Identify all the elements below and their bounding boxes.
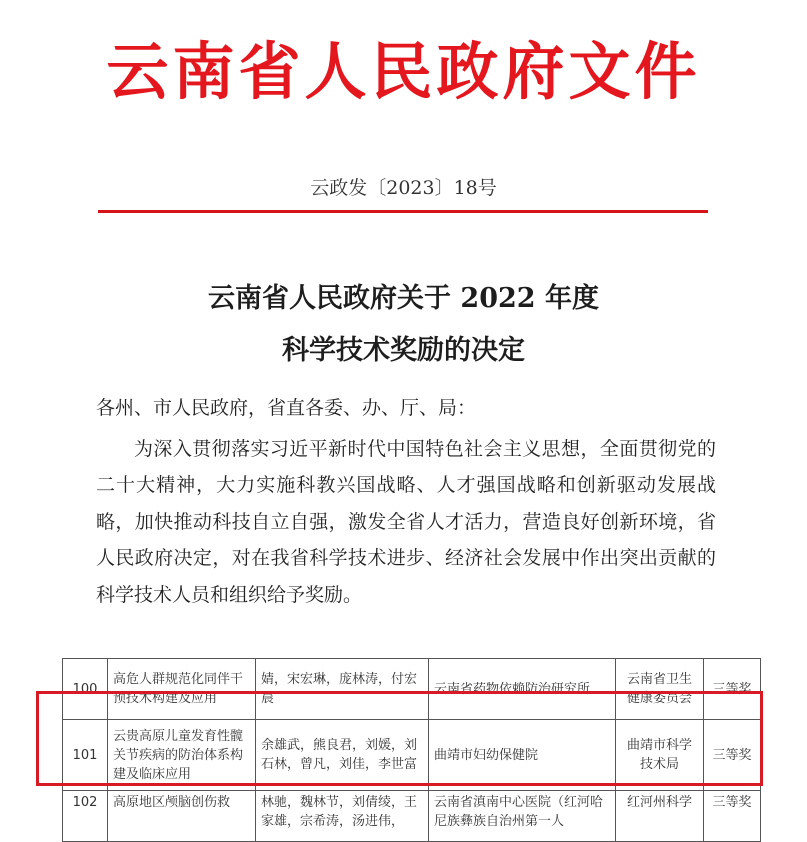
cell-award: 三等奖 <box>704 791 761 842</box>
cell-number: 100 <box>63 659 108 720</box>
masthead-title: 云南省人民政府文件 <box>106 35 701 108</box>
document-title-line-1: 云南省人民政府关于 2022 年度 <box>208 283 599 314</box>
cell-nominator: 红河州科学 <box>616 791 704 842</box>
cell-people: 余雄武，熊良君，刘媛，刘石林，曾凡，刘佳，李世富 <box>256 720 429 791</box>
table-row <box>63 791 761 842</box>
cell-people: 林驰，魏林节，刘倩绫，王家雄，宗希涛，汤进伟， <box>256 791 429 842</box>
cell-project: 云贵高原儿童发育性髋关节疾病的防治体系构建及临床应用 <box>108 720 256 791</box>
cell-project: 高原地区颅脑创伤救 <box>108 791 256 842</box>
cell-project: 高危人群规范化同伴干预技术构建及应用 <box>108 659 256 720</box>
document-number: 云政发〔2023〕18号 <box>310 177 497 199</box>
cell-nominator: 云南省卫生健康委员会 <box>616 659 704 720</box>
body-paragraph: 为深入贯彻落实习近平新时代中国特色社会主义思想，全面贯彻党的二十大精神，大力实施科教兴国战略、人才强国战略和创新驱动发展战略，加快推动科技自立自强，激发全省人才活力，营造良好创新环境，省人民政府决定，对在我省科学技术进步、经济社会发展中作出突出贡献的科学技术人员和组织给予奖励。 <box>96 438 716 606</box>
cell-number: 101 <box>63 720 108 791</box>
cell-unit: 云南省滇南中心医院（红河哈尼族彝族自治州第一人 <box>429 791 616 842</box>
cell-number: 102 <box>63 791 108 842</box>
cell-award: 三等奖 <box>704 659 761 720</box>
cell-award: 三等奖 <box>704 720 761 791</box>
cell-nominator: 曲靖市科学技术局 <box>616 720 704 791</box>
cell-unit: 曲靖市妇幼保健院 <box>429 720 616 791</box>
highlight-box <box>36 691 763 786</box>
cell-unit: 云南省药物依赖防治研究所 <box>429 659 616 720</box>
document-title-line-2: 科学技术奖励的决定 <box>282 335 525 366</box>
red-divider-line <box>98 210 708 213</box>
cell-people: 婧，宋宏琳，庞林涛，付宏晨 <box>256 659 429 720</box>
addressee: 各州、市人民政府，省直各委、办、厅、局： <box>96 397 477 419</box>
